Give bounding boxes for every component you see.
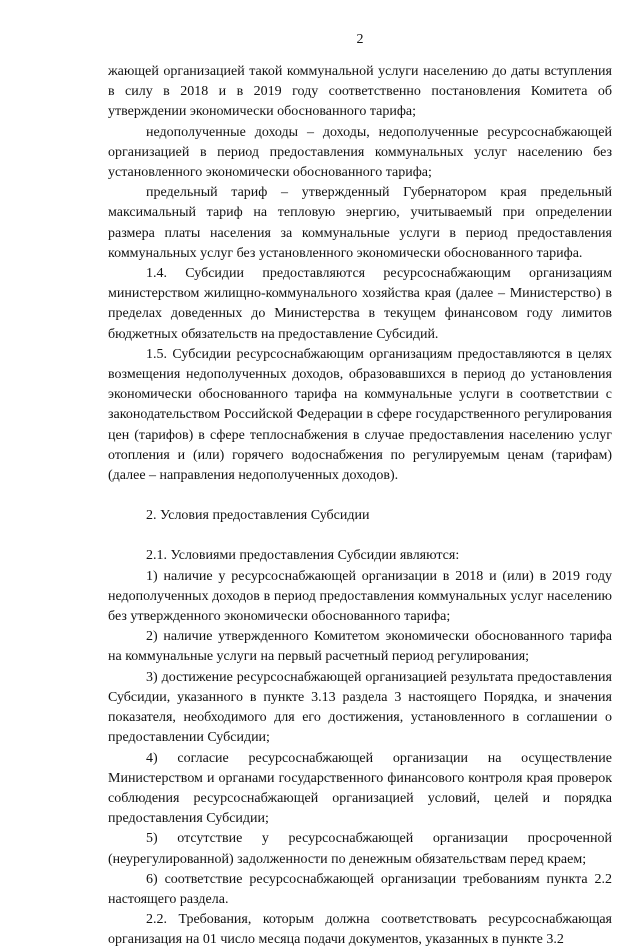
paragraph: 2.1. Условиями предоставления Субсидии являются:: [146, 548, 460, 564]
paragraph: 5) отсутствие у ресурсоснабжающей организации просроченной (неурегулированной) задолженности по денежным обязательствам перед краем;: [108, 831, 612, 867]
document-body: [108, 62, 612, 951]
paragraph: 2.2. Требования, которым должна соответствовать ресурсоснабжающая организация на 01 число месяца подачи документов, указанных в пункте 3.2: [108, 912, 612, 948]
paragraph: 6) соответствие ресурсоснабжающей организации требованиям пункта 2.2 настоящего раздела.: [108, 871, 612, 907]
paragraph: 1) наличие у ресурсоснабжающей организации в 2018 и (или) в 2019 году недополученных доходов в период предоставления коммунальных услуг населению без утвержденного экономически обоснованного тарифа;: [108, 568, 612, 625]
document-page: [108, 0, 612, 951]
paragraph: 4) согласие ресурсоснабжающей организации на осуществление Министерством и органами государственного финансового контроля края проверок соблюдения ресурсоснабжающей организацией условий, целей и порядка предоставления Субсидии;: [108, 750, 612, 827]
paragraph: предельный тариф – утвержденный Губернатором края предельный максимальный тариф на тепловую энергию, учитываемый при определении размера платы населения за коммунальные услуги в период предоставления коммунальных услуг без установленного экономически обоснованного тарифа.: [108, 185, 612, 261]
page-number: 2: [356, 32, 364, 47]
paragraph: недополученные доходы – доходы, недополученные ресурсоснабжающей организацией в период предоставления коммунальных услуг населению без установленного экономически обоснованного тарифа;: [108, 124, 612, 181]
paragraph: 3) достижение ресурсоснабжающей организацией результата предоставления Субсидии, указанного в пункте 3.13 раздела 3 настоящего Порядка, и значения показателя, необходимого для его достижения, установленного в соглашении о предоставлении Субсидии;: [108, 669, 612, 746]
section-heading: 2. Условия предоставления Субсидии: [146, 508, 370, 524]
paragraph-gap: [108, 526, 612, 546]
paragraph: жающей организацией такой коммунальной услуги населению до даты вступления в силу в 2018 и в 2019 году соответственно постановления Комитета об утверждении экономически обоснованного тарифа;: [108, 64, 612, 120]
paragraph: 2) наличие утвержденного Комитетом экономически обоснованного тарифа на коммунальные услуги на первый расчетный период регулирования;: [108, 629, 612, 665]
paragraph-gap: [108, 486, 612, 506]
paragraph: 1.4. Субсидии предоставляются ресурсоснабжающим организациям министерством жилищно-коммунального хозяйства края (далее – Министерство) в пределах доведенных до Министерства в текущем финансовом году лимитов бюджетных обязательств на предоставление Субсидий.: [108, 266, 612, 342]
paragraph: 1.5. Субсидии ресурсоснабжающим организациям предоставляются в целях возмещения недополученных доходов, образовавшихся в период до установления экономически обоснованного тарифа на коммунальные услуги в соответствии с законодательством Российской Федерации в сфере государственного регулирования цен (тарифов) в сфере теплоснабжения в случае предоставления населению услуг отопления и (или) горячего водоснабжения по регулируемым ценам (тарифам) (далее – направления недополученных доходов).: [108, 346, 612, 484]
